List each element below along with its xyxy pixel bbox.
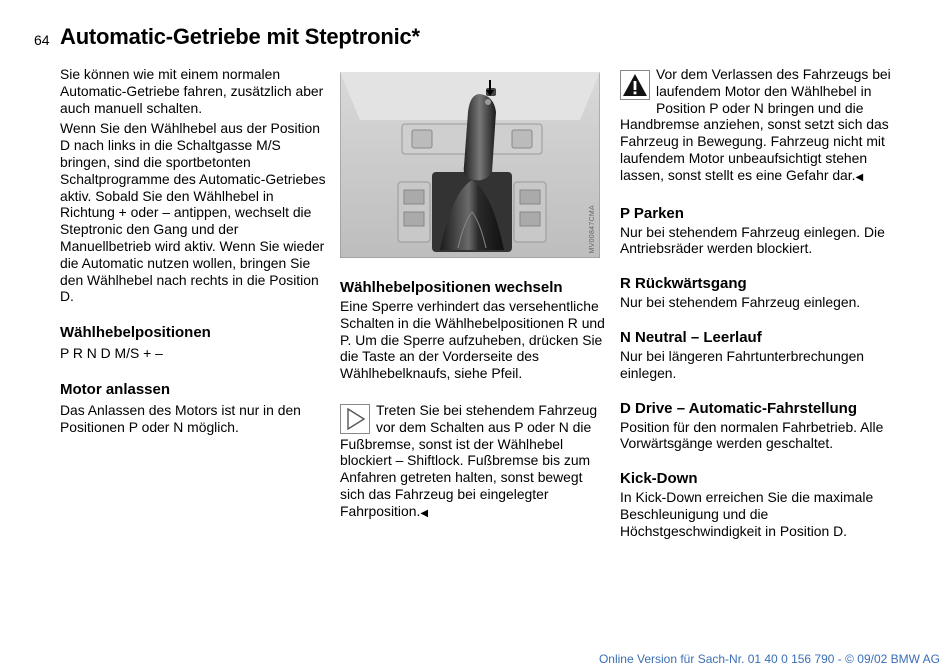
- page-title: Automatic-Getriebe mit Steptronic*: [60, 24, 420, 49]
- column-3: [620, 66, 892, 544]
- page-number: 64: [34, 32, 50, 48]
- footer-online-version: Online Version für Sach-Nr. 01 40 0 156 790 - © 09/02 BMW AG: [598, 652, 940, 666]
- gear-selector-figure: [340, 72, 600, 258]
- heading-neutral: N Neutral – Leerlauf: [620, 328, 762, 346]
- column-2: [340, 66, 610, 523]
- warning-block: [620, 66, 892, 187]
- heading-engine-start: Motor anlassen: [60, 380, 171, 398]
- column-1: [60, 66, 328, 440]
- end-mark-icon: ◀: [420, 507, 429, 519]
- selector-positions-text: P R N D M/S + –: [60, 345, 163, 362]
- heading-selector-positions: Wählhebelpositionen: [60, 324, 211, 342]
- warning-text: Vor dem Verlassen des Fahrzeugs bei laufendem Motor den Wählhebel in Position P oder N bringen und die Handbremse anziehen, sonst setzt sich das Fahrzeug in Bewegung. Fahrzeug nicht mit laufendem Motor unbeaufsichtigt stehen lassen, sonst stellt es eine Gefahr dar.: [620, 66, 891, 183]
- note-text: Treten Sie bei stehendem Fahrzeug vor dem Schalten aus P oder N die Fußbremse, sonst ist der Wählhebel blockiert – Shiftlock. Fußbremse bis zum Anfahren getreten halten, sonst bewegt sich das Fahrzeug bei eingelegter Fahrposition.: [340, 401, 598, 519]
- end-mark-icon: ◀: [855, 171, 864, 183]
- warning-icon: [620, 70, 650, 100]
- heading-park: P Parken: [620, 204, 684, 222]
- gear-selector-illustration: [340, 72, 600, 258]
- heading-reverse: R Rückwärtsgang: [620, 275, 747, 293]
- intro-paragraph-2: Wenn Sie den Wählhebel aus der Position D nach links in die Schaltgasse M/S bringen, sind die sportbetonten Schaltprogramme des Automatic-Getriebes aktiv. Sobald Sie den Wählhebel in Richtung + oder – antippen, wechselt die Steptronic den Gang und der Manuellbetrieb wird aktiv. Wenn Sie wieder die Automatic nutzen wollen, bringen Sie den Wählhebel nach rechts in die Position D.: [60, 120, 326, 305]
- engine-start-text: Das Anlassen des Motors ist nur in den Positionen P oder N möglich.: [60, 401, 301, 435]
- reverse-text: Nur bei stehendem Fahrzeug einlegen.: [620, 294, 861, 311]
- park-text: Nur bei stehendem Fahrzeug einlegen. Die Antriebsräder werden blockiert.: [620, 223, 885, 257]
- note-block: [340, 402, 610, 523]
- heading-change-positions: Wählhebelpositionen wechseln: [340, 279, 563, 296]
- heading-kickdown: Kick-Down: [620, 470, 698, 488]
- intro-paragraph-1: Sie können wie mit einem normalen Automatic-Getriebe fahren, zusätzlich aber auch manuell schalten.: [60, 66, 324, 116]
- drive-text: Position für den normalen Fahrbetrieb. Alle Vorwärtsgänge werden geschaltet.: [620, 418, 884, 452]
- change-positions-text: Eine Sperre verhindert das versehentliche Schalten in die Wählhebelpositionen R und P. Um die Sperre aufzuheben, drücken Sie die Taste an der Vorderseite des Wählhebelknaufs, siehe Pfeil.: [340, 298, 605, 382]
- note-triangle-icon: [340, 404, 370, 434]
- kickdown-text: In Kick-Down erreichen Sie die maximale Beschleunigung und die Höchstgeschwindigkeit in Position D.: [620, 489, 874, 539]
- figure-code: MV00847CMA: [589, 205, 597, 254]
- heading-drive: D Drive – Automatic-Fahrstellung: [620, 399, 857, 417]
- neutral-text: Nur bei längeren Fahrtunterbrechungen einlegen.: [620, 347, 865, 381]
